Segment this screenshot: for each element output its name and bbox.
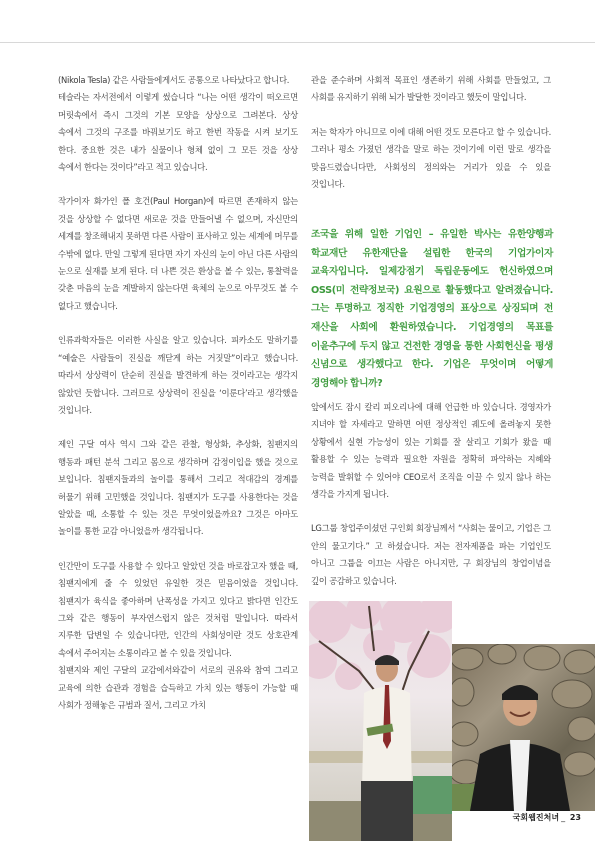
header-rule <box>0 42 595 43</box>
paragraph: 침팬지와 제인 구달의 교감에서와같이 서로의 권유와 참여 그리고 교육에 의한 습관과 경험을 습득하고 가치 있는 행동이 가능할 때 사회가 정해놓은 규범과 질서, 그리고 가치 <box>58 665 298 710</box>
paragraph: (Nikola Tesla) 같은 사람들에게서도 공통으로 나타났다고 합니다. <box>58 75 290 85</box>
photo-stone-wall-portrait <box>452 644 595 811</box>
photo-illustration <box>309 601 452 841</box>
pull-quote: 조국을 위해 일한 기업인 – 유일한 박사는 유한양행과 학교재단 유한재단을 설립한 한국의 기업가이자 교육자입니다. 일제강점기 독립운동에도 헌신하였으며 OSS(미 전략정보국) 요원으로 활동했다고 알려졌습니다. 그는 투명하고 정직한 기업경영의 표상으로 상징되며 전 재산을 사회에 환원하였습니다. 기업경영의 목표를 이윤추구에 두지 않고 건전한 경영을 통한 사회헌신을 평생 신념으로 생각했다고 한다. 기업은 무엇이며 어떻게 경영해야 합니까? <box>311 229 553 389</box>
page-number: 23 <box>569 813 581 822</box>
paragraph: LG그룹 창업주이셨던 구인회 회장님께서 “사회는 물이고, 기업은 그 안의 물고기다.” 고 하셨습니다. 저는 전자제품을 파는 기업인도 아니고 그룹을 이끄는 사람은 아니지만, 구 회장님의 창업이념을 깊이 공감하고 있습니다. <box>311 523 551 586</box>
left-column <box>58 72 298 714</box>
footer-separator: _ <box>561 813 566 822</box>
paragraph: 인간만이 도구를 사용할 수 있다고 알았던 것을 바로잡고자 했을 때, 침팬지에게 줄 수 있었던 유일한 것은 믿음이었을 것입니다. 침팬지가 육식을 좋아하며 난폭성을 가지고 있다고 밝다면 인간도 그와 같은 행동이 부자연스럽지 않은 것처럼 말입니다. 따라서 지루한 답변일 수 있습니다만, 인간의 사회성이란 것도 상호관계 속에서 주어지는 소통이라고 볼 수 있을 것입니다. <box>58 560 298 658</box>
photo-cherry-blossom-portrait <box>309 601 452 841</box>
magazine-suffix: 처녀 <box>543 813 560 822</box>
paragraph: 작가이자 화가인 폴 호건(Paul Horgan)에 따르면 존재하지 않는 것을 상상할 수 없다면 새로운 것을 만들어낼 수 없으며, 자신만의 세계를 창조해내지 못하면 다른 사람이 표사하고 있는 세계에 머무를 수밖에 없다. 만일 그렇게 된다면 자기 자신의 눈이 아닌 다른 사람의 눈으로 실재를 보게 된다. 더 나쁜 것은 환상을 볼 수 있는, 통찰력을 갖춘 마음의 눈을 계발하지 않는다면 육체의 눈으로 아무것도 볼 수 없다고 했습니다. <box>58 196 298 311</box>
paragraph: 앞에서도 잠시 칼리 피오리나에 대해 언급한 바 있습니다. 경영자가 지녀야 할 자세라고 말하면 어떤 정상적인 궤도에 올려놓지 못한 상황에서 실현 가능성이 있는 기회를 잘 살리고 기회가 왔을 때 활용할 수 있는 능력과 필요한 자원을 정확히 파악하는 지혜와 능력을 발휘할 수 있어야 CEO로서 조직을 이끌 수 있지 않나 하는 생각을 가지게 됩니다. <box>311 402 551 500</box>
paragraph: 저는 학자가 아니므로 이에 대해 어떤 것도 모른다고 할 수 있습니다. 그러나 평소 가졌던 생각을 말로 하는 것이기에 이런 말로 생각을 맞음드렸습니다만, 사회성의 정의와는 거리가 있을 수 있을 것입니다. <box>311 126 551 190</box>
right-column-bottom <box>311 399 551 590</box>
page-footer <box>513 812 581 823</box>
photo-illustration <box>452 644 595 811</box>
paragraph: 관을 준수하며 사회적 목표인 생존하기 위해 사회를 만들었고, 그 사회를 유지하기 위해 뇌가 발달한 것이라고 했듯이 말입니다. <box>311 75 551 103</box>
right-column-top <box>311 72 551 193</box>
magazine-name: 국회웹진 <box>512 813 544 822</box>
paragraph: 인류과학자들은 이러한 사실을 알고 있습니다. 피카소도 말하기를 “예술은 사람들이 진실을 깨닫게 하는 거짓말”이라고 했습니다. 따라서 상상력이 단순히 진실을 발견하게 하는 것이라고는 생각지 않았던 듯합니다. 그러므로 상상력이 진실을 ‘이룬다’라고 생각했을 것입니다. <box>58 335 298 415</box>
paragraph: 제인 구달 여사 역시 그와 같은 관찰, 형상화, 추상화, 침팬지의 행동과 패턴 분석 그리고 몸으로 생각하며 감정이입을 했을 것으로 보입니다. 침팬지들과의 놀이를 통해서 그리고 적대감의 경계를 허물기 위해 고민했을 것입니다. 침팬지가 도구를 사용한다는 것을 알았을 때, 소통할 수 있는 것은 무엇이었을까요? 그것은 아마도 놀이를 통한 교감 아니었을까 생각됩니다. <box>58 439 298 537</box>
paragraph: 테슬라는 자서전에서 이렇게 썼습니다 “나는 어떤 생각이 떠오르면 머릿속에서 즉시 그것의 기본 모양을 상상으로 그려본다. 상상 속에서 그것의 구조를 바꿔보기도 하고 한번 작동을 시켜 보기도 한다. 중요한 것은 내가 실물이나 형체 없이 그 모든 것을 상상 속에서 한다는 것이다”라고 적고 있습니다. <box>58 92 298 173</box>
